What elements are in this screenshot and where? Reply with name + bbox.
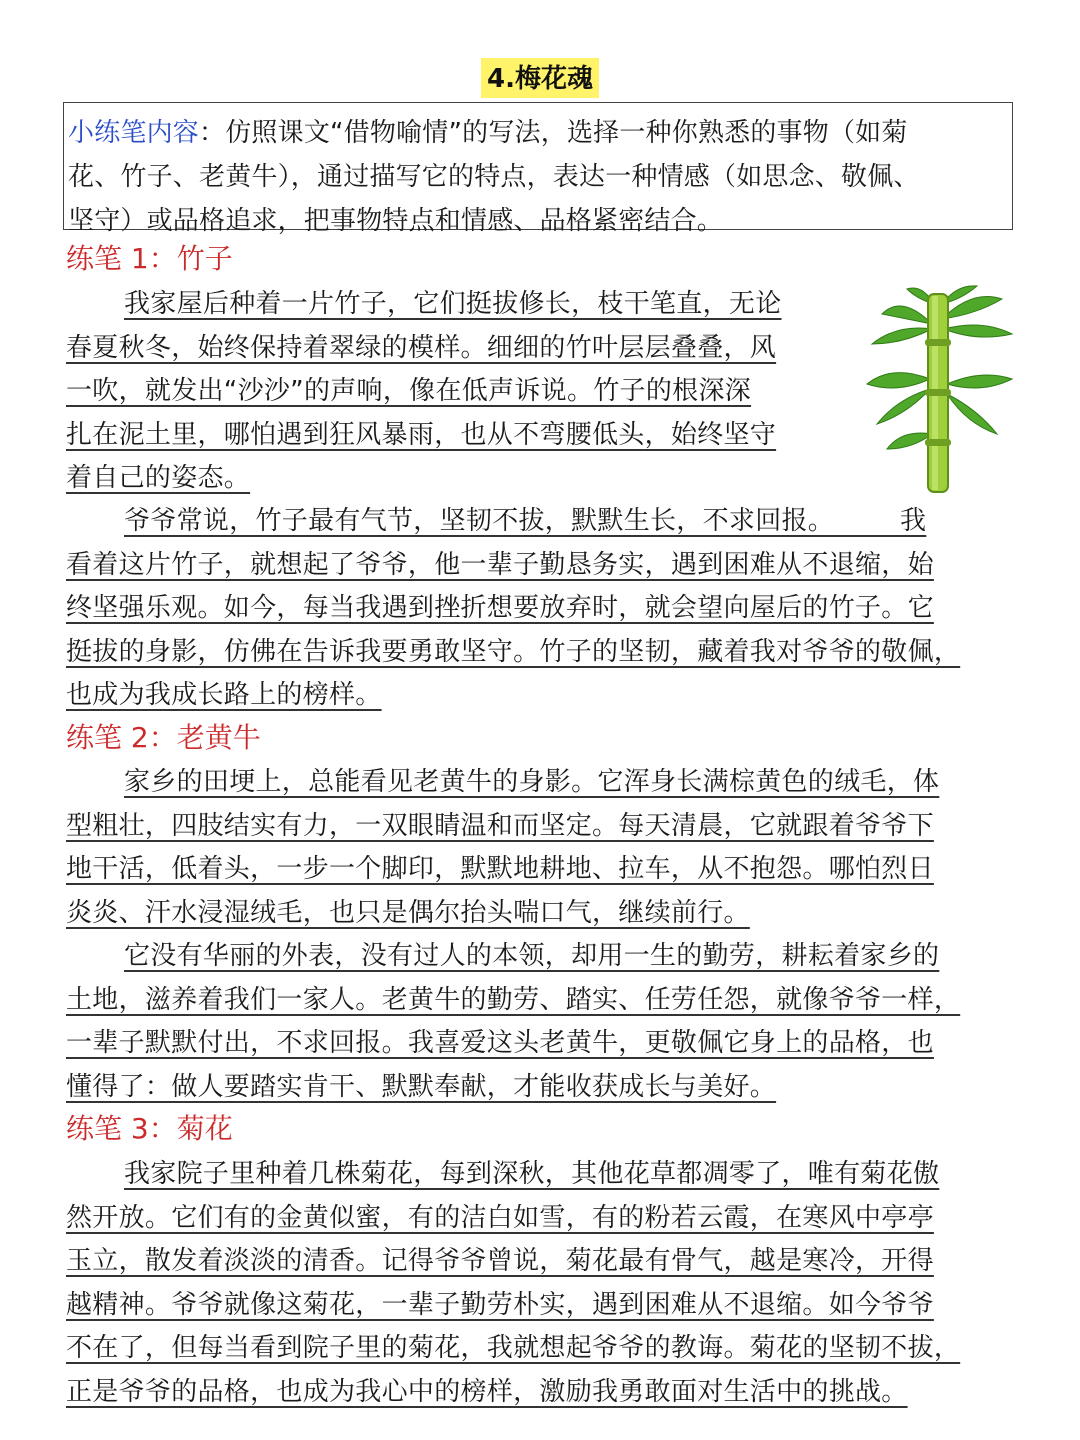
task-line-1: 小练笔内容：仿照课文“借物喻情”的写法，选择一种你熟悉的事物（如菊: [68, 118, 908, 148]
task-line-2: 花、竹子、老黄牛），通过描写它的特点，表达一种情感（如思念、敬佩、: [68, 162, 920, 192]
section-2-heading: 练笔 2：老黄牛: [66, 721, 261, 754]
paragraph-line: 型粗壮，四肢结实有力，一双眼睛温和而坚定。每天清晨，它就跟着爷爷下: [66, 810, 934, 841]
paragraph-line: 我家屋后种着一片竹子，它们挺拔修长，枝干笔直，无论: [124, 289, 782, 319]
paragraph-line: 懂得了：做人要踏实肯干、默默奉献，才能收获成长与美好。: [66, 1071, 777, 1102]
task-box: [63, 102, 1013, 236]
paragraph-line: 终坚强乐观。如今，每当我遇到挫折想要放弃时，就会望向屋后的竹子。它: [66, 593, 934, 623]
section-2-paragraph-1: [66, 761, 1016, 935]
paragraph-line: 正是爷爷的品格，也成为我心中的榜样，激励我勇敢面对生活中的挑战。: [66, 1376, 908, 1407]
paragraph-line: 也成为我成长路上的榜样。: [66, 680, 382, 710]
paragraph-line: 地干活，低着头，一步一个脚印，默默地耕地、拉车，从不抱怨。哪怕烈日: [66, 854, 934, 884]
paragraph-line: 着自己的姿态。: [66, 463, 251, 493]
paragraph-line: 一辈子默默付出，不求回报。我喜爱这头老黄牛，更敬佩它身上的品格，也: [66, 1028, 934, 1058]
paragraph-line: 它没有华丽的外表，没有过人的本领，却用一生的勤劳，耕耘着家乡的: [124, 941, 940, 971]
paragraph-line: 扎在泥土里，哪怕遇到狂风暴雨，也从不弯腰低头，始终坚守: [66, 419, 777, 450]
paragraph-line: 玉立，散发着淡淡的清香。记得爷爷曾说，菊花最有骨气，越是寒冷，开得: [66, 1246, 934, 1276]
section-1-paragraph-2: [66, 500, 1016, 718]
paragraph-line: 春夏秋冬，始终保持着翠绿的模样。细细的竹叶层层叠叠，风: [66, 332, 777, 363]
paragraph-line: 越精神。爷爷就像这菊花，一辈子勤劳朴实，遇到困难从不退缩。如今爷爷: [66, 1289, 934, 1320]
paragraph-line: 爷爷常说，竹子最有气节，坚韧不拔，默默生长，不求回报。 我: [124, 506, 927, 536]
task-line-3: 坚守）或品格追求，把事物特点和情感、品格紧密结合。: [68, 206, 724, 236]
section-3-heading: 练笔 3：菊花: [66, 1112, 233, 1145]
paragraph-line: 一吹，就发出“沙沙”的声响，像在低声诉说。竹子的根深深: [66, 376, 752, 406]
section-3-paragraph-1: [66, 1153, 1016, 1414]
paragraph-line: 我家院子里种着几株菊花，每到深秋，其他花草都凋零了，唯有菊花傲: [124, 1159, 940, 1189]
section-1-heading: 练笔 1：竹子: [66, 242, 233, 275]
page-title: 4.梅花魂: [481, 58, 599, 98]
section-2-paragraph-2: [66, 935, 1016, 1109]
paragraph-line: 不在了，但每当看到院子里的菊花，我就想起爷爷的教诲。菊花的坚韧不拔，: [66, 1333, 961, 1363]
paragraph-line: 然开放。它们有的金黄似蜜，有的洁白如雪，有的粉若云霞，在寒风中亭亭: [66, 1202, 934, 1233]
paragraph-line: 土地，滋养着我们一家人。老黄牛的勤劳、踏实、任劳任怨，就像爷爷一样，: [66, 984, 961, 1015]
section-1-paragraph-1: [66, 283, 866, 501]
paragraph-line: 看着这片竹子，就想起了爷爷，他一辈子勤恳务实，遇到困难从不退缩，始: [66, 549, 934, 580]
paragraph-line: 挺拔的身影，仿佛在告诉我要勇敢坚守。竹子的坚韧，藏着我对爷爷的敬佩，: [66, 636, 961, 667]
paragraph-line: 炎炎、汗水浸湿绒毛，也只是偶尔抬头喘口气，继续前行。: [66, 897, 750, 928]
task-label: 小练笔内容: [68, 118, 200, 148]
paragraph-line: 家乡的田埂上，总能看见老黄牛的身影。它浑身长满棕黄色的绒毛，体: [124, 767, 940, 797]
title-wrap: [0, 58, 1080, 98]
bamboo-illustration: [862, 284, 1017, 496]
